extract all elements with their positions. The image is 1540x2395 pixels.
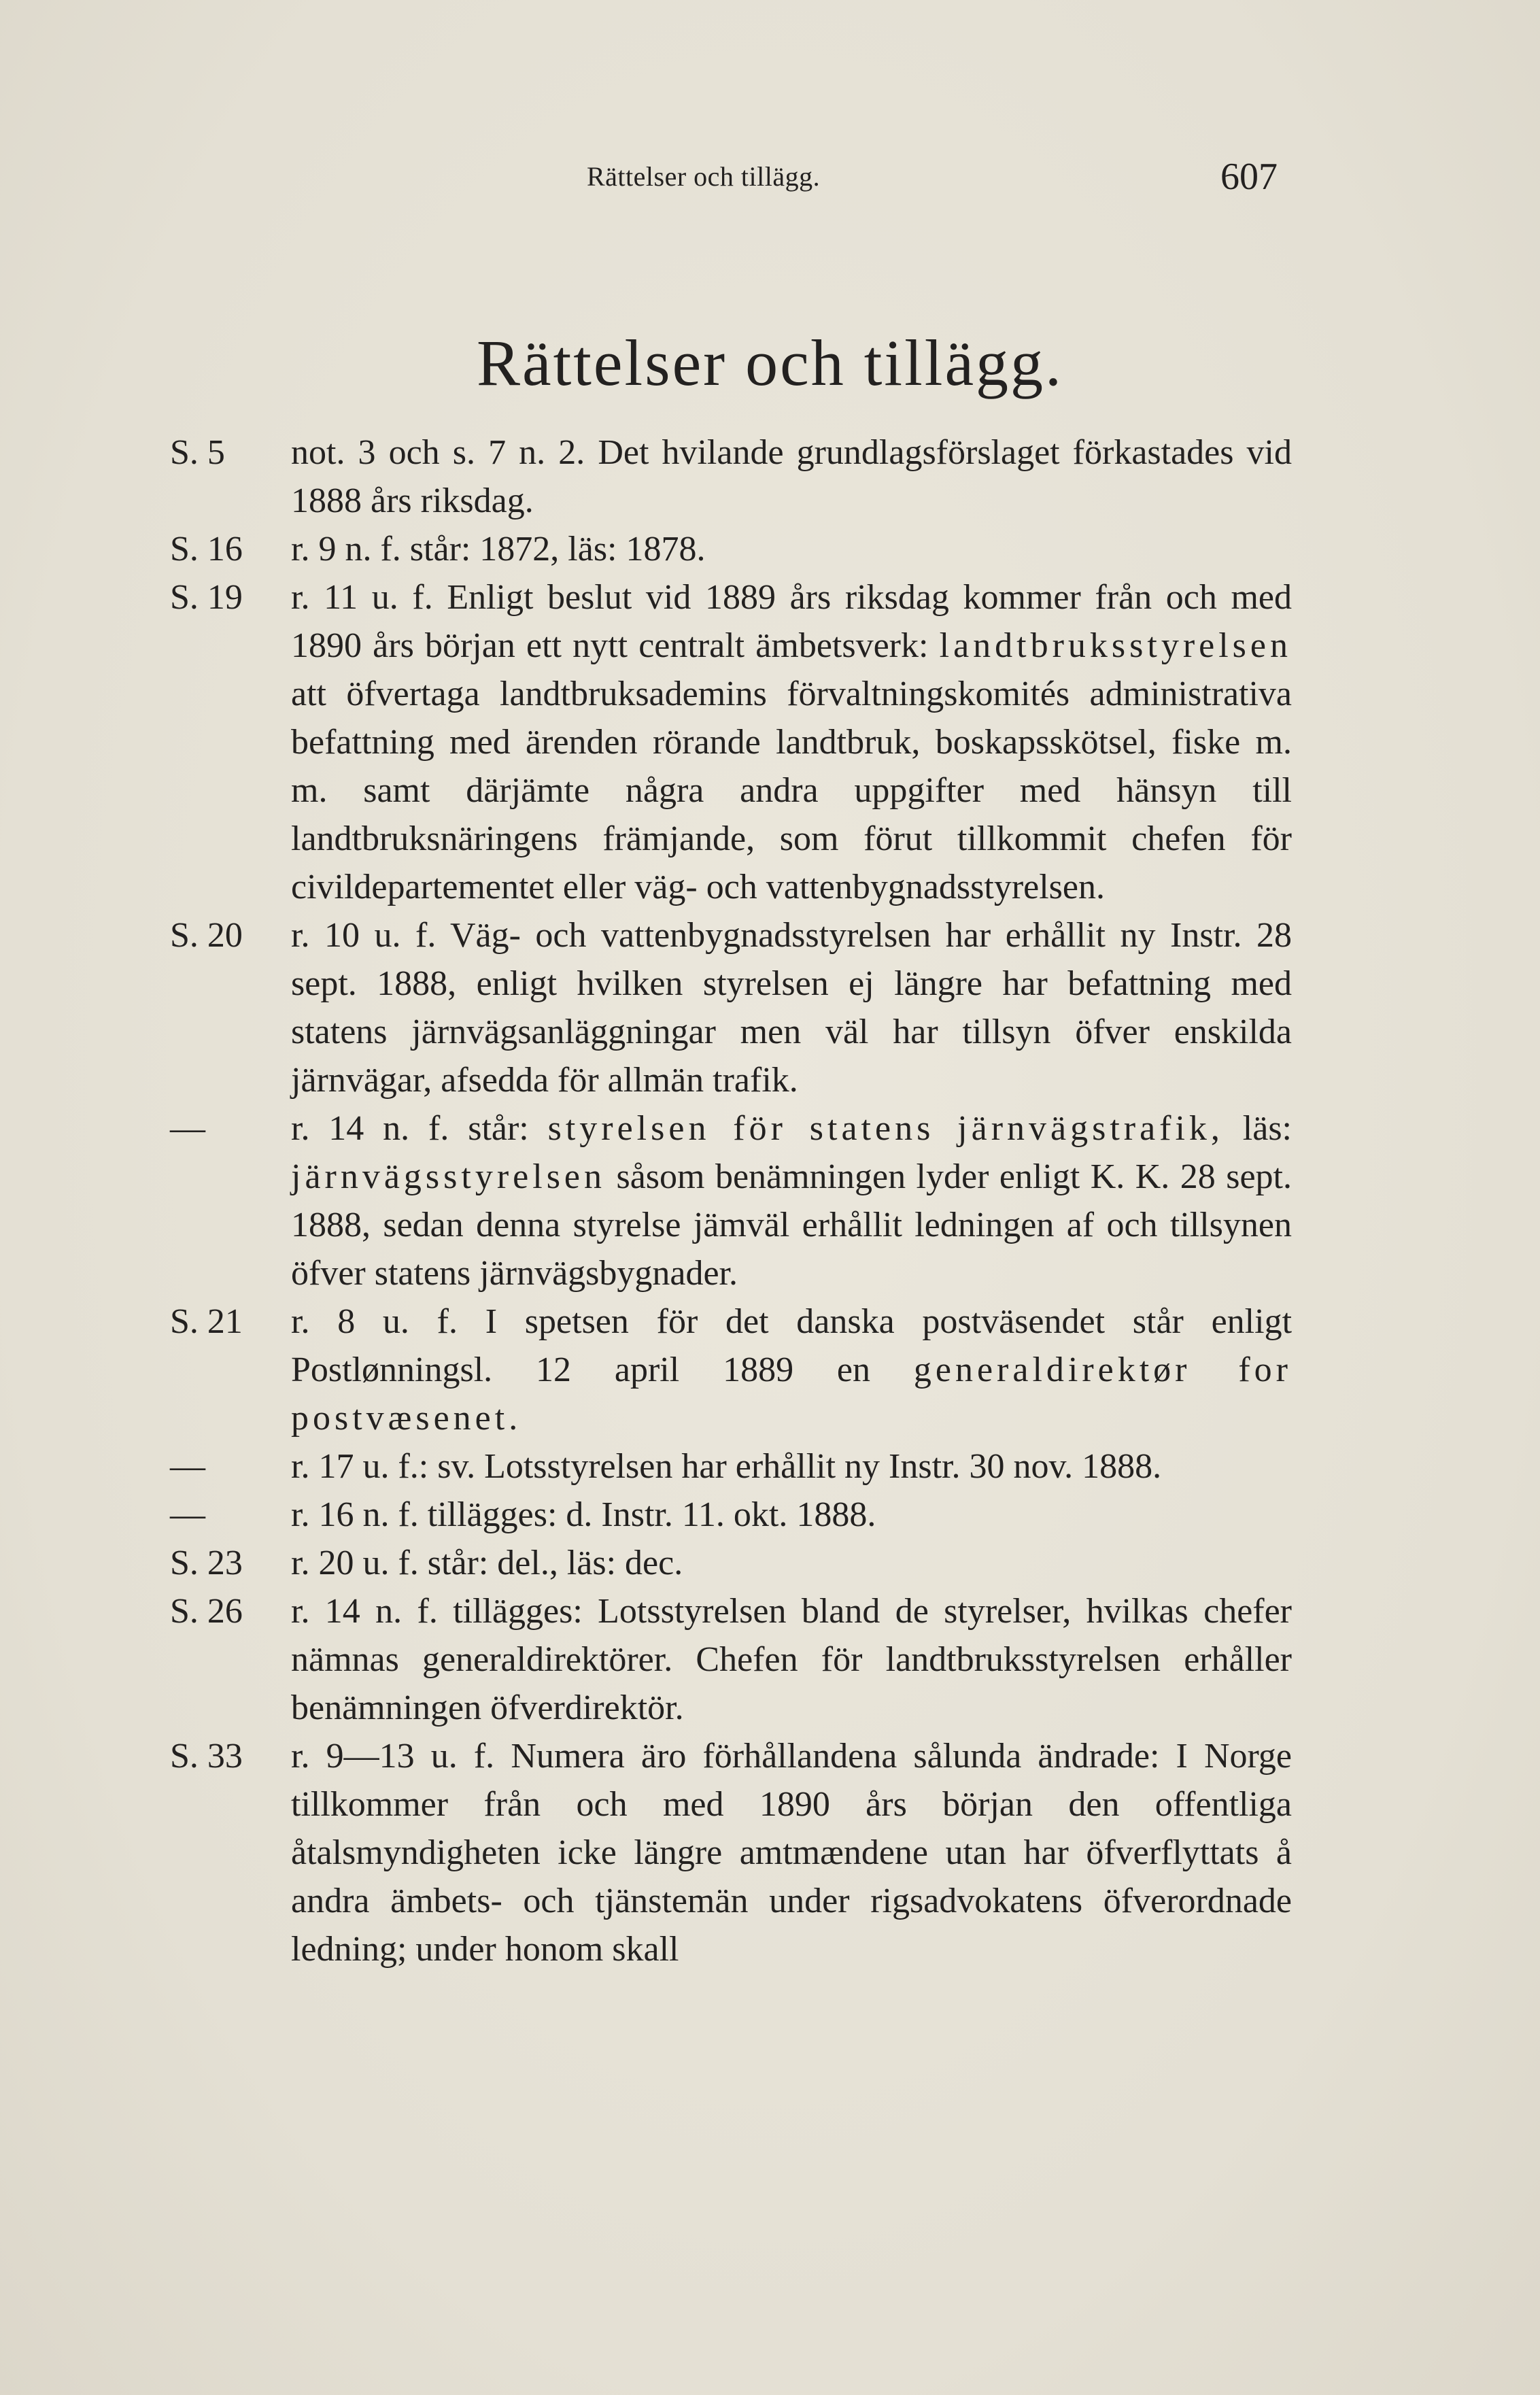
correction-text: Det hvilande grundlagsförslaget förkastades vid 1888 års riksdag.	[291, 433, 1292, 520]
line-reference: not. 3 och s. 7 n. 2.	[291, 433, 585, 472]
section-heading: Rättelser och tillägg.	[476, 326, 1064, 399]
correction-text: står: 1872, läs: 1878.	[409, 530, 706, 568]
line-reference: r. 8 u. f.	[291, 1302, 458, 1341]
spaced-term: järnvägsstyrelsen	[291, 1157, 606, 1196]
correction-text: Numera äro förhållandena sålunda ändrade: I Norge tillkommer från och med 1890 års början den offentliga åtalsmyndigheten icke längre amtmændene utan har öfverflyttats å andra ämbets- och tjänstemän under rigsadvokatens öfverordnade ledning; under honom skall	[291, 1737, 1293, 1969]
correction-text: står:	[468, 1109, 529, 1148]
correction-entry	[170, 1491, 1292, 1539]
page-reference: —	[170, 1447, 205, 1486]
line-reference: r. 20 u. f.	[291, 1544, 419, 1582]
correction-entry	[170, 1539, 1292, 1587]
correction-text: Enligt beslut vid 1889 års riksdag kommer från och med 1890 års början ett nytt centralt ämbetsverk:	[291, 578, 1292, 665]
line-reference: r. 16 n. f.	[291, 1495, 419, 1534]
running-head	[0, 155, 1540, 203]
correction-text: tillägges: Lotsstyrelsen bland de styrelser, hvilkas chefer nämnas generaldirektörer. Chefen för landtbruksstyrelsen erhåller benämningen öfverdirektör.	[291, 1592, 1292, 1727]
spaced-term: styrelsen för statens järnvägstrafik,	[547, 1109, 1224, 1148]
line-reference: r. 14 n. f.	[291, 1592, 438, 1631]
corrections-list	[170, 428, 1292, 1973]
line-reference: r. 9—13 u. f.	[291, 1737, 495, 1776]
correction-text: tillägges: d. Instr. 11. okt. 1888.	[427, 1495, 876, 1534]
correction-entry	[170, 573, 1292, 911]
correction-text-continued: att öfvertaga landtbruksademins förvaltningskomités administrativa befattning med ärenden rörande landtbruk, boskapsskötsel, fiske m. m. samt därjämte några andra uppgifter med hänsyn till landtbruksnäringens främjande, som förut tillkommit chefen för civildepartementet eller väg- och vattenbygnadsstyrelsen.	[291, 675, 1292, 906]
correction-text: I spetsen för det danska postväsendet står enligt Postlønningsl. 12 april 1889 en	[291, 1302, 1293, 1389]
page-reference: —	[170, 1495, 205, 1534]
page-number: 607	[1220, 156, 1278, 198]
page-reference: S. 16	[170, 530, 243, 568]
line-reference: r. 17 u. f.:	[291, 1447, 429, 1486]
line-reference: r. 14 n. f.	[291, 1109, 449, 1148]
correction-entry	[170, 428, 1292, 525]
correction-entry	[170, 1732, 1292, 1973]
page-reference: —	[170, 1109, 205, 1148]
page-reference: S. 26	[170, 1592, 243, 1631]
line-reference: r. 11 u. f.	[291, 578, 433, 617]
correction-entry	[170, 1442, 1292, 1491]
correction-entry	[170, 1104, 1292, 1297]
line-reference: r. 10 u. f.	[291, 916, 437, 955]
correction-text: Väg- och vattenbygnadsstyrelsen har erhållit ny Instr. 28 sept. 1888, enligt hvilken styrelsen ej längre har befattning med statens järnvägsanläggningar men väl har tillsyn öfver enskilda järnvägar, afsedda för allmän trafik.	[291, 916, 1293, 1100]
page-reference: S. 20	[170, 916, 243, 955]
page-reference: S. 23	[170, 1544, 243, 1582]
correction-text: sv. Lotsstyrelsen har erhållit ny Instr. 30 nov. 1888.	[437, 1447, 1162, 1486]
spaced-term: landtbruksstyrelsen	[939, 626, 1292, 665]
correction-entry	[170, 1297, 1292, 1442]
running-title: Rättelser och tillägg.	[587, 161, 821, 192]
page-reference: S. 33	[170, 1737, 243, 1776]
correction-entry	[170, 1587, 1292, 1732]
correction-text: står: del., läs: dec.	[427, 1544, 683, 1582]
line-reference: r. 9 n. f.	[291, 530, 401, 568]
correction-text-continued: såsom benämningen lyder enligt K. K. 28 sept. 1888, sedan denna styrelse jämväl erhållit ledningen af och tillsynen öfver statens järnvägsbygnader.	[291, 1157, 1292, 1293]
correction-text-continued: läs:	[1242, 1109, 1293, 1148]
spaced-term: generaldirektør for postvæsenet.	[291, 1351, 1292, 1438]
page-reference: S. 19	[170, 578, 243, 617]
correction-entry	[170, 525, 1292, 573]
correction-entry	[170, 911, 1292, 1104]
page-reference: S. 21	[170, 1302, 243, 1341]
page-reference: S. 5	[170, 433, 225, 472]
